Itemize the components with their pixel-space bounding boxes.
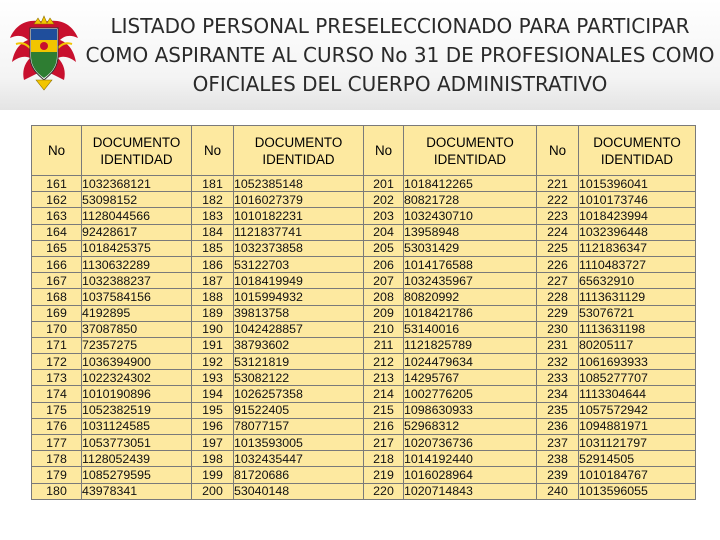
- document-id-cell: 1052385148: [234, 176, 364, 192]
- row-number-cell: 208: [364, 289, 404, 305]
- document-id-cell: 1042428857: [234, 321, 364, 337]
- row-number-cell: 238: [537, 451, 579, 467]
- row-number-cell: 229: [537, 305, 579, 321]
- row-number-cell: 222: [537, 192, 579, 208]
- document-id-cell: 1010190896: [82, 386, 192, 402]
- document-id-cell: 1032396448: [579, 224, 696, 240]
- document-id-cell: 1024479634: [404, 354, 537, 370]
- document-id-cell: 53140016: [404, 321, 537, 337]
- table-row: [32, 451, 696, 467]
- document-id-cell: 1014192440: [404, 451, 537, 467]
- document-id-cell: 1128044566: [82, 208, 192, 224]
- document-id-cell: 1057572942: [579, 402, 696, 418]
- document-id-cell: 1018412265: [404, 176, 537, 192]
- table-row: [32, 176, 696, 192]
- column-header-no: No: [364, 126, 404, 176]
- row-number-cell: 175: [32, 402, 82, 418]
- row-number-cell: 189: [192, 305, 234, 321]
- row-number-cell: 234: [537, 386, 579, 402]
- document-id-cell: 1014176588: [404, 256, 537, 272]
- document-id-cell: 1018425375: [82, 240, 192, 256]
- document-id-cell: 92428617: [82, 224, 192, 240]
- document-id-cell: 65632910: [579, 273, 696, 289]
- document-id-cell: 1002776205: [404, 386, 537, 402]
- row-number-cell: 217: [364, 435, 404, 451]
- document-id-cell: 1018421786: [404, 305, 537, 321]
- row-number-cell: 225: [537, 240, 579, 256]
- title-line-3: OFICIALES DEL CUERPO ADMINISTRATIVO: [192, 72, 608, 96]
- row-number-cell: 168: [32, 289, 82, 305]
- document-id-cell: 1036394900: [82, 354, 192, 370]
- document-id-cell: 1037584156: [82, 289, 192, 305]
- row-number-cell: 197: [192, 435, 234, 451]
- document-id-cell: 53098152: [82, 192, 192, 208]
- table-row: [32, 386, 696, 402]
- document-id-cell: 1032435967: [404, 273, 537, 289]
- row-number-cell: 164: [32, 224, 82, 240]
- table-row: [32, 354, 696, 370]
- table-row: [32, 402, 696, 418]
- document-id-cell: 4192895: [82, 305, 192, 321]
- document-id-cell: 1010182231: [234, 208, 364, 224]
- table-row: [32, 435, 696, 451]
- document-id-cell: 1016028964: [404, 467, 537, 483]
- row-number-cell: 183: [192, 208, 234, 224]
- row-number-cell: 186: [192, 256, 234, 272]
- document-id-cell: 1026257358: [234, 386, 364, 402]
- document-id-cell: 52914505: [579, 451, 696, 467]
- row-number-cell: 184: [192, 224, 234, 240]
- document-id-cell: 1094881971: [579, 418, 696, 434]
- document-id-cell: 53031429: [404, 240, 537, 256]
- candidates-table: [31, 125, 696, 500]
- row-number-cell: 212: [364, 354, 404, 370]
- table-row: [32, 289, 696, 305]
- title-line-1: LISTADO PERSONAL PRESELECCIONADO PARA PARTICIPAR: [110, 14, 690, 38]
- row-number-cell: 230: [537, 321, 579, 337]
- row-number-cell: 163: [32, 208, 82, 224]
- document-id-cell: 1061693933: [579, 354, 696, 370]
- row-number-cell: 235: [537, 402, 579, 418]
- document-id-cell: 1018423994: [579, 208, 696, 224]
- row-number-cell: 199: [192, 467, 234, 483]
- row-number-cell: 220: [364, 483, 404, 499]
- table-row: [32, 370, 696, 386]
- row-number-cell: 203: [364, 208, 404, 224]
- document-id-cell: 53040148: [234, 483, 364, 499]
- document-id-cell: 1015994932: [234, 289, 364, 305]
- document-id-cell: 1121837741: [234, 224, 364, 240]
- table-row: [32, 240, 696, 256]
- document-id-cell: 1130632289: [82, 256, 192, 272]
- document-id-cell: 1032430710: [404, 208, 537, 224]
- document-id-cell: 53076721: [579, 305, 696, 321]
- row-number-cell: 172: [32, 354, 82, 370]
- row-number-cell: 182: [192, 192, 234, 208]
- row-number-cell: 204: [364, 224, 404, 240]
- row-number-cell: 205: [364, 240, 404, 256]
- row-number-cell: 236: [537, 418, 579, 434]
- table-row: [32, 273, 696, 289]
- column-header-no: No: [32, 126, 82, 176]
- document-id-cell: 1022324302: [82, 370, 192, 386]
- table-row: [32, 305, 696, 321]
- table-row: [32, 321, 696, 337]
- row-number-cell: 181: [192, 176, 234, 192]
- document-id-cell: 1128052439: [82, 451, 192, 467]
- row-number-cell: 176: [32, 418, 82, 434]
- document-id-cell: 53121819: [234, 354, 364, 370]
- row-number-cell: 162: [32, 192, 82, 208]
- document-id-cell: 78077157: [234, 418, 364, 434]
- document-id-cell: 1031124585: [82, 418, 192, 434]
- row-number-cell: 240: [537, 483, 579, 499]
- row-number-cell: 193: [192, 370, 234, 386]
- row-number-cell: 219: [364, 467, 404, 483]
- table-body: [32, 176, 696, 500]
- row-number-cell: 209: [364, 305, 404, 321]
- row-number-cell: 191: [192, 337, 234, 353]
- row-number-cell: 233: [537, 370, 579, 386]
- table-row: [32, 337, 696, 353]
- row-number-cell: 167: [32, 273, 82, 289]
- row-number-cell: 178: [32, 451, 82, 467]
- document-id-cell: 1085277707: [579, 370, 696, 386]
- row-number-cell: 201: [364, 176, 404, 192]
- row-number-cell: 166: [32, 256, 82, 272]
- document-id-cell: 1020714843: [404, 483, 537, 499]
- row-number-cell: 207: [364, 273, 404, 289]
- table-header-row: [32, 126, 696, 176]
- row-number-cell: 185: [192, 240, 234, 256]
- row-number-cell: 177: [32, 435, 82, 451]
- row-number-cell: 226: [537, 256, 579, 272]
- document-id-cell: 80205117: [579, 337, 696, 353]
- row-number-cell: 161: [32, 176, 82, 192]
- row-number-cell: 200: [192, 483, 234, 499]
- row-number-cell: 190: [192, 321, 234, 337]
- page-title: [80, 12, 720, 99]
- document-id-cell: 1110483727: [579, 256, 696, 272]
- row-number-cell: 198: [192, 451, 234, 467]
- document-id-cell: 1121825789: [404, 337, 537, 353]
- row-number-cell: 192: [192, 354, 234, 370]
- document-id-cell: 1053773051: [82, 435, 192, 451]
- document-id-cell: 1113631198: [579, 321, 696, 337]
- row-number-cell: 180: [32, 483, 82, 499]
- document-id-cell: 1032373858: [234, 240, 364, 256]
- document-id-cell: 52968312: [404, 418, 537, 434]
- document-id-cell: 1010173746: [579, 192, 696, 208]
- document-id-cell: 1121836347: [579, 240, 696, 256]
- document-id-cell: 1032368121: [82, 176, 192, 192]
- row-number-cell: 237: [537, 435, 579, 451]
- document-id-cell: 14295767: [404, 370, 537, 386]
- document-id-cell: 1098630933: [404, 402, 537, 418]
- column-header-document: DOCUMENTO IDENTIDAD: [82, 126, 192, 176]
- row-number-cell: 224: [537, 224, 579, 240]
- row-number-cell: 216: [364, 418, 404, 434]
- document-id-cell: 91522405: [234, 402, 364, 418]
- column-header-no: No: [537, 126, 579, 176]
- row-number-cell: 228: [537, 289, 579, 305]
- row-number-cell: 221: [537, 176, 579, 192]
- police-crest-icon: [8, 14, 80, 94]
- table-row: [32, 483, 696, 499]
- row-number-cell: 165: [32, 240, 82, 256]
- document-id-cell: 81720686: [234, 467, 364, 483]
- table-row: [32, 467, 696, 483]
- row-number-cell: 213: [364, 370, 404, 386]
- table-row: [32, 418, 696, 434]
- column-header-document: DOCUMENTO IDENTIDAD: [404, 126, 537, 176]
- row-number-cell: 187: [192, 273, 234, 289]
- row-number-cell: 179: [32, 467, 82, 483]
- document-id-cell: 38793602: [234, 337, 364, 353]
- row-number-cell: 232: [537, 354, 579, 370]
- row-number-cell: 195: [192, 402, 234, 418]
- document-id-cell: 37087850: [82, 321, 192, 337]
- row-number-cell: 206: [364, 256, 404, 272]
- column-header-document: DOCUMENTO IDENTIDAD: [579, 126, 696, 176]
- row-number-cell: 210: [364, 321, 404, 337]
- row-number-cell: 188: [192, 289, 234, 305]
- row-number-cell: 173: [32, 370, 82, 386]
- document-id-cell: 1031121797: [579, 435, 696, 451]
- row-number-cell: 170: [32, 321, 82, 337]
- document-id-cell: 1010184767: [579, 467, 696, 483]
- document-id-cell: 1016027379: [234, 192, 364, 208]
- document-id-cell: 13958948: [404, 224, 537, 240]
- row-number-cell: 174: [32, 386, 82, 402]
- document-id-cell: 53122703: [234, 256, 364, 272]
- row-number-cell: 218: [364, 451, 404, 467]
- table-row: [32, 208, 696, 224]
- column-header-no: No: [192, 126, 234, 176]
- document-id-cell: 1015396041: [579, 176, 696, 192]
- document-id-cell: 1113304644: [579, 386, 696, 402]
- document-id-cell: 72357275: [82, 337, 192, 353]
- row-number-cell: 202: [364, 192, 404, 208]
- document-id-cell: 1085279595: [82, 467, 192, 483]
- document-id-cell: 80821728: [404, 192, 537, 208]
- document-id-cell: 1020736736: [404, 435, 537, 451]
- table-row: [32, 256, 696, 272]
- document-id-cell: 1013596055: [579, 483, 696, 499]
- row-number-cell: 171: [32, 337, 82, 353]
- row-number-cell: 223: [537, 208, 579, 224]
- title-line-2: COMO ASPIRANTE AL CURSO No 31 DE PROFESIONALES COMO: [85, 43, 715, 67]
- document-id-cell: 1013593005: [234, 435, 364, 451]
- document-id-cell: 53082122: [234, 370, 364, 386]
- document-id-cell: 1032435447: [234, 451, 364, 467]
- table-row: [32, 224, 696, 240]
- row-number-cell: 196: [192, 418, 234, 434]
- row-number-cell: 194: [192, 386, 234, 402]
- row-number-cell: 211: [364, 337, 404, 353]
- row-number-cell: 214: [364, 386, 404, 402]
- document-id-cell: 80820992: [404, 289, 537, 305]
- row-number-cell: 169: [32, 305, 82, 321]
- document-id-cell: 43978341: [82, 483, 192, 499]
- row-number-cell: 215: [364, 402, 404, 418]
- document-id-cell: 1113631129: [579, 289, 696, 305]
- document-id-cell: 1032388237: [82, 273, 192, 289]
- document-id-cell: 39813758: [234, 305, 364, 321]
- row-number-cell: 231: [537, 337, 579, 353]
- table-row: [32, 192, 696, 208]
- row-number-cell: 227: [537, 273, 579, 289]
- document-id-cell: 1018419949: [234, 273, 364, 289]
- row-number-cell: 239: [537, 467, 579, 483]
- column-header-document: DOCUMENTO IDENTIDAD: [234, 126, 364, 176]
- document-id-cell: 1052382519: [82, 402, 192, 418]
